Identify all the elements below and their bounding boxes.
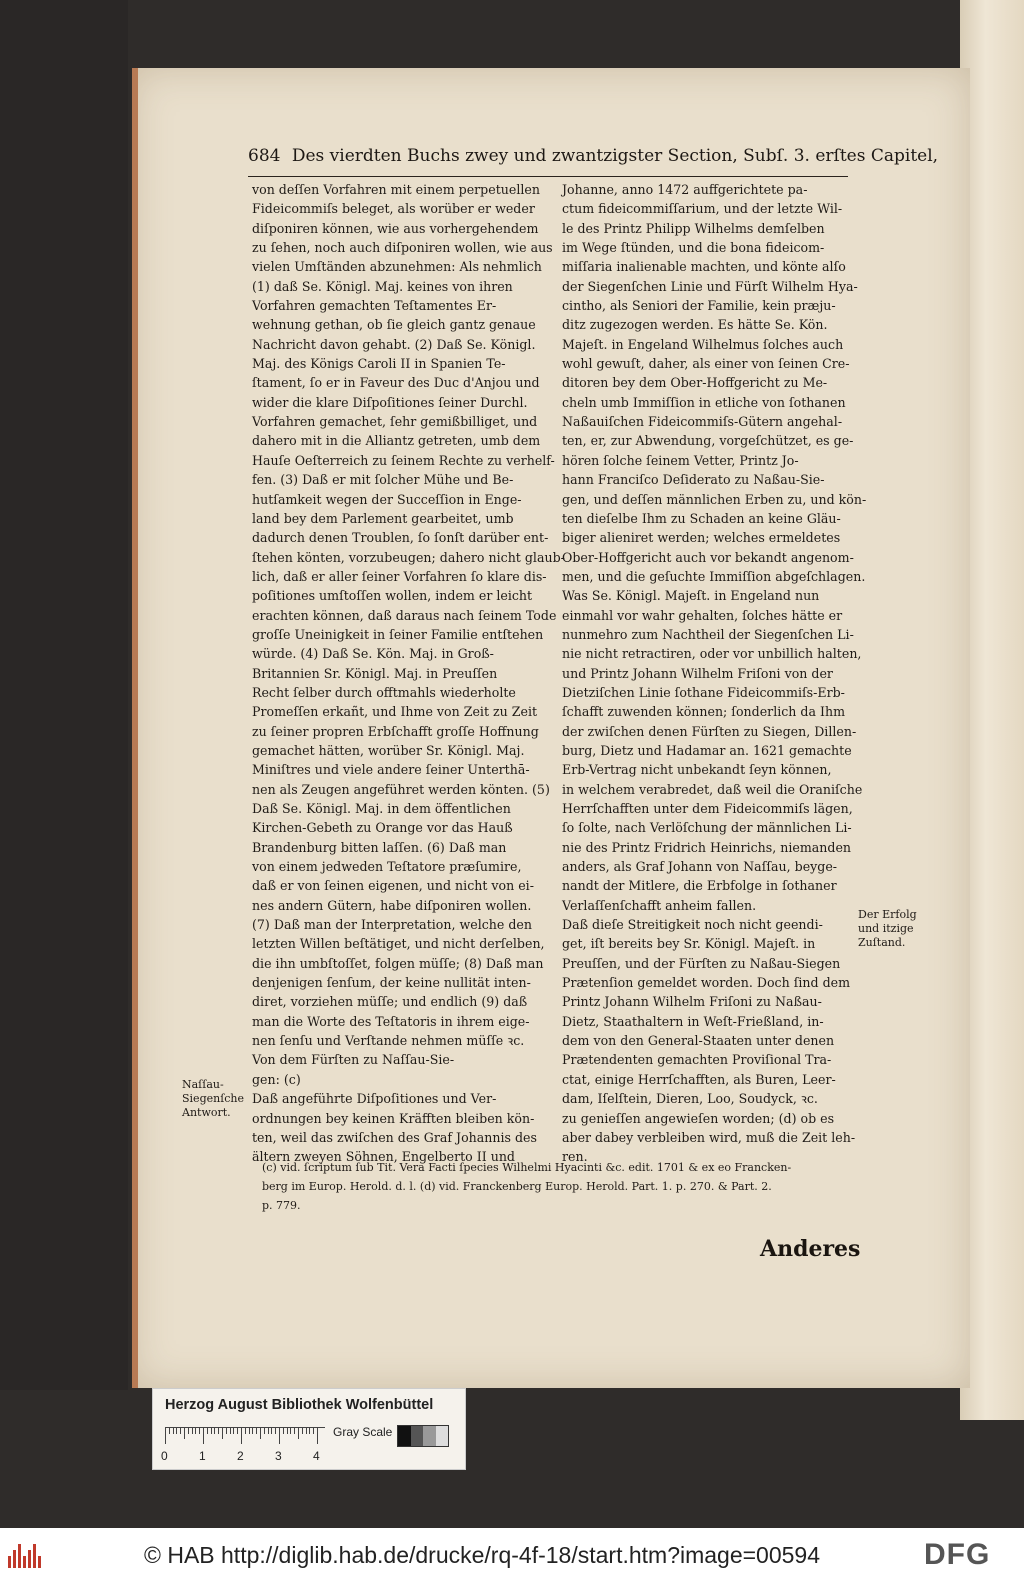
ruler-tick <box>290 1428 291 1434</box>
text-line: nes andern Gütern, habe diſponiren wollen. <box>252 897 532 913</box>
text-line: Preuſſen, und der Fürſten zu Naßau-Siegen <box>562 955 841 971</box>
logo-bar <box>38 1556 41 1568</box>
ruler-tick <box>180 1428 181 1434</box>
text-line: ſo ſolte, nach Verlöſchung der männlichen Li- <box>562 820 852 836</box>
ruler-tick <box>317 1428 318 1444</box>
ruler-tick <box>165 1428 166 1444</box>
text-line: groſſe Uneinigkeit in ſeiner Familie entſtehen <box>252 626 544 642</box>
margin-note-line: Zuſtand. <box>858 936 906 949</box>
text-line: Verlaſſenſchafft anheim fallen. <box>562 897 757 913</box>
ruler-number: 4 <box>313 1449 320 1463</box>
ruler-tick <box>275 1428 276 1434</box>
text-line: Hauſe Oeſterreich zu ſeinem Rechte zu verhelf- <box>252 452 555 468</box>
text-line: Printz Johann Wilhelm Friſoni zu Naßau- <box>562 994 822 1010</box>
text-line: denjenigen ſenſum, der keine nullität inten- <box>252 975 531 991</box>
text-line: nie des Printz Fridrich Heinrichs, niemanden <box>562 839 852 855</box>
footer-bar <box>0 1528 1024 1588</box>
ruler-tick <box>176 1428 177 1434</box>
footnote-line: berg im Europ. Herold. d. l. (d) vid. Franckenberg Europ. Herold. Part. 1. p. 270. & Part. 2. <box>262 1180 772 1193</box>
ruler-tick <box>264 1428 265 1434</box>
text-line: nen als Zeugen angeführet werden könten. (5) <box>252 781 550 797</box>
ruler-number: 0 <box>161 1449 168 1463</box>
ruler-tick <box>203 1428 204 1444</box>
text-line: hann Franciſco Deſiderato zu Naßau-Sie- <box>562 472 825 488</box>
text-line: ordnungen bey keinen Kräfften bleiben kön- <box>252 1110 535 1126</box>
text-line: Vorfahren gemachet, ſehr gemißbilliget, und <box>252 414 538 430</box>
ruler-scale <box>165 1427 325 1444</box>
page-edge <box>132 68 138 1388</box>
margin-note-line: Der Erfolg <box>858 908 917 921</box>
text-line: nandt der Mitlere, die Erbfolge in ſothaner <box>562 878 837 894</box>
text-line: zu genieſſen angewieſen worden; (d) ob es <box>562 1110 835 1126</box>
text-line: hören ſolche ſeinem Vetter, Printz Jo- <box>562 452 799 468</box>
ruler-tick <box>195 1428 196 1434</box>
ruler-tick <box>233 1428 234 1434</box>
text-line: in welchem verabredet, daß weil die Oraniſche <box>562 781 863 797</box>
margin-note-line: Naſſau- <box>182 1078 224 1091</box>
text-line: der zwiſchen denen Fürſten zu Siegen, Dillen- <box>562 723 857 739</box>
ruler-tick <box>207 1428 208 1434</box>
color-calibration-bar <box>152 1388 466 1470</box>
text-line: ditz zugezogen werden. Es hätte Se. Kön. <box>562 317 828 333</box>
text-line: biger alieniret werden; welches ermeldetes <box>562 530 841 546</box>
text-line: ſtament, ſo er in Faveur des Duc d'Anjou und <box>252 375 540 391</box>
ruler-tick <box>218 1428 219 1434</box>
text-line: man die Worte des Teſtatoris in ihrem eige- <box>252 1013 530 1029</box>
text-line: aber dabey verbleiben wird, muß die Zeit leh- <box>562 1129 856 1145</box>
text-line: würde. (4) Daß Se. Kön. Maj. in Groß- <box>252 646 494 662</box>
footnote-line: p. 779. <box>262 1199 301 1212</box>
ruler-tick <box>294 1428 295 1434</box>
ruler-tick <box>279 1428 280 1444</box>
text-line: der Siegenſchen Linie und Fürſt Wilhelm Hya- <box>562 278 858 294</box>
margin-note-line: Antwort. <box>182 1106 231 1119</box>
ruler-tick <box>241 1428 242 1444</box>
logo-bar <box>23 1556 26 1568</box>
text-line: Promeſſen erkañt, und Ihme von Zeit zu Zeit <box>252 704 538 720</box>
ruler-tick <box>184 1428 185 1439</box>
ruler-tick <box>173 1428 174 1434</box>
text-line: Britannien Sr. Königl. Maj. in Preuſſen <box>252 665 498 681</box>
text-line: Johanne, anno 1472 auffgerichtete pa- <box>562 182 808 197</box>
text-line: Nachricht davon gehabt. (2) Daß Se. Königl. <box>252 336 536 352</box>
text-line: wehnung gethan, ob ſie gleich gantz genaue <box>252 317 536 333</box>
ruler-tick <box>268 1428 269 1434</box>
text-line: gen: (c) <box>252 1071 301 1087</box>
text-line: le des Printz Philipp Wilhelms demſelben <box>562 220 825 236</box>
text-line: gen, und deſſen männlichen Erben zu, und kön- <box>562 491 867 507</box>
gray-swatches <box>397 1425 449 1447</box>
ruler-tick <box>249 1428 250 1434</box>
page-number: 684 <box>248 146 281 166</box>
text-line: anders, als Graf Johann von Naſſau, beyge- <box>562 859 838 875</box>
text-line: nie nicht retractiren, oder vor unbillich halten, <box>562 646 862 662</box>
ruler-tick <box>230 1428 231 1434</box>
margin-note-line: Siegenſche <box>182 1092 245 1105</box>
left-text-column <box>252 180 565 1167</box>
ruler-tick <box>192 1428 193 1434</box>
text-line: cintho, als Seniori der Familie, kein præju- <box>562 298 836 314</box>
ruler-tick <box>306 1428 307 1434</box>
gray-scale-label: Gray Scale <box>333 1425 393 1439</box>
gray-swatch <box>411 1426 424 1446</box>
text-line: und Printz Johann Wilhelm Friſoni von der <box>562 665 833 681</box>
text-line: (1) daß Se. Königl. Maj. keines von ihren <box>252 278 513 294</box>
text-line: ren. <box>562 1149 588 1165</box>
text-line: ten, er, zur Abwendung, vorgeſchützet, es ge- <box>562 433 854 449</box>
gray-swatch <box>423 1426 436 1446</box>
footnote-line: (c) vid. ſcriptum ſub Tit. Vera Facti ſpecies Wilhelmi Hyacinti &c. edit. 1701 & ex eo Francken- <box>262 1161 792 1174</box>
text-line: Vorfahren gemachten Teſtamentes Er- <box>252 298 497 314</box>
catchword: Anderes <box>760 1236 861 1262</box>
ruler-tick <box>222 1428 223 1439</box>
text-line: Dietziſchen Linie ſothane Fideicommiſs-Erb- <box>562 684 845 700</box>
text-line: dahero mit in die Alliantz getreten, umb dem <box>252 433 541 449</box>
text-line: Erb-Vertrag nicht unbekandt ſeyn können, <box>562 762 832 778</box>
text-line: poſitiones umſtoſſen wollen, indem er leicht <box>252 588 533 604</box>
text-line: ctat, einige Herrſchafften, als Buren, Leer- <box>562 1071 836 1087</box>
text-line: nen ſenſu und Verſtande nehmen müſſe ꝛc. <box>252 1033 525 1049</box>
text-line: get, iſt bereits bey Sr. Königl. Majeſt. in <box>562 936 816 952</box>
right-text-column <box>562 180 867 1167</box>
text-line: ctum fideicommiſſarium, und der letzte Wil- <box>562 201 843 217</box>
text-line: diret, vorziehen müſſe; und endlich (9) daß <box>252 994 528 1010</box>
text-line: wider die klare Diſpoſitiones ſeiner Durchl. <box>252 394 528 410</box>
text-line: Daß dieſe Streitigkeit noch nicht geendi- <box>562 917 823 933</box>
scan-background <box>0 0 128 1390</box>
text-line: dam, Iſelſtein, Dieren, Loo, Soudyck, ꝛc. <box>562 1091 818 1107</box>
logo-bar <box>8 1556 11 1568</box>
logo-bar <box>18 1544 21 1568</box>
text-line: hutſamkeit wegen der Succeſſion in Enge- <box>252 491 522 507</box>
ruler-tick <box>298 1428 299 1439</box>
text-line: die ihn umbſtoſſet, folgen müſſe; (8) Daß man <box>252 955 544 971</box>
text-line: daß er von ſeinen eigenen, und nicht von ei- <box>252 878 534 894</box>
ruler-number: 2 <box>237 1449 244 1463</box>
ruler-tick <box>283 1428 284 1434</box>
page-header <box>248 146 939 177</box>
ruler-tick <box>313 1428 314 1434</box>
text-line: ältern zweyen Söhnen, Engelberto II und <box>252 1149 515 1165</box>
ruler-tick <box>226 1428 227 1434</box>
ruler-number: 1 <box>199 1449 206 1463</box>
text-line: Was Se. Königl. Majeſt. in Engeland nun <box>562 588 820 604</box>
text-line: zu ſeiner propren Erbſchafft groſſe Hoffnung <box>252 723 539 739</box>
text-line: burg, Dietz und Hadamar an. 1621 gemachte <box>562 742 852 758</box>
text-line: dem von den General-Staaten unter denen <box>562 1033 835 1049</box>
text-line: Kirchen-Gebeth zu Orange vor das Hauß <box>252 820 513 836</box>
text-line: vielen Umſtänden abzunehmen: Als nehmlich <box>252 259 542 275</box>
running-title: Des vierdten Buchs zwey und zwantzigster Section, Subſ. 3. erſtes Capitel, <box>291 146 939 166</box>
text-line: Daß Se. Königl. Maj. in dem öffentlichen <box>252 801 511 816</box>
text-line: einmahl vor wahr gehalten, ſolches hätte er <box>562 607 843 623</box>
text-line: von deſſen Vorfahren mit einem perpetuellen <box>252 182 540 197</box>
ruler-tick <box>245 1428 246 1434</box>
text-line: lich, daß er aller ſeiner Vorfahren ſo klare dis- <box>252 568 547 584</box>
text-line: men, und die geſuchte Immiſſion abgeſchlagen. <box>562 568 866 584</box>
text-line: Recht ſelber durch offtmahls wiederholte <box>252 684 516 700</box>
text-line: fen. (3) Daß er mit ſolcher Mühe und Be- <box>252 472 514 488</box>
text-line: wohl gewuſt, daher, als einer von ſeinen Cre- <box>562 356 850 372</box>
logo-bar <box>28 1550 31 1568</box>
ruler-tick <box>199 1428 200 1434</box>
ruler-tick <box>169 1428 170 1434</box>
margin-note-right <box>858 908 932 950</box>
text-line: ſtehen könten, vorzubeugen; dahero nicht glaub- <box>252 549 565 565</box>
text-line: Dietz, Staathaltern in Weſt-Frießland, in- <box>562 1013 824 1029</box>
dfg-logo: DFG <box>924 1538 991 1571</box>
text-line: Herrſchafften unter dem Fideicommiſs lägen, <box>562 801 853 816</box>
text-line: (7) Daß man der Interpretation, welche den <box>252 917 532 933</box>
ruler-tick <box>260 1428 261 1439</box>
margin-note-line: und itzige <box>858 922 914 935</box>
text-line: Von dem Fürſten zu Naſſau-Sie- <box>252 1052 455 1068</box>
text-line: cheln umb Immiſſion in etliche von ſothanen <box>562 394 846 410</box>
ruler-tick <box>237 1428 238 1434</box>
text-line: ten, weil das zwiſchen des Graf Johannis des <box>252 1129 537 1145</box>
ruler-tick <box>256 1428 257 1434</box>
text-line: Majeſt. in Engeland Wilhelmus ſolches auch <box>562 336 844 352</box>
ruler-tick <box>188 1428 189 1434</box>
text-line: im Wege ſtünden, und die bona fideicom- <box>562 240 825 256</box>
text-line: ſchafft zuwenden können; ſonderlich da Ihm <box>562 704 846 720</box>
text-line: Brandenburg bitten laſſen. (6) Daß man <box>252 839 507 855</box>
logo-bar <box>33 1544 36 1568</box>
footer-copyright-link[interactable]: © HAB http://diglib.hab.de/drucke/rq-4f-18/start.htm?image=00594 <box>144 1542 821 1568</box>
gray-swatch <box>436 1426 449 1446</box>
ruler-tick <box>271 1428 272 1434</box>
text-line: letzten Willen beſtätiget, und nicht derſelben, <box>252 936 545 952</box>
text-line: zu ſehen, noch auch diſponiren wollen, wie aus <box>252 240 553 256</box>
text-line: miſſaria inalienable machten, und könte alſo <box>562 259 846 275</box>
gray-swatch <box>398 1426 411 1446</box>
ruler-tick <box>214 1428 215 1434</box>
ruler-tick <box>309 1428 310 1434</box>
text-line: Maj. des Königs Caroli II in Spanien Te- <box>252 356 506 372</box>
text-line: gemachet hätten, worüber Sr. Königl. Maj. <box>252 742 525 758</box>
text-line: erachten können, daß daraus nach ſeinem Tode <box>252 607 557 623</box>
text-line: Naßauiſchen Fideicommiſs-Gütern angehal- <box>562 414 843 430</box>
ruler-tick <box>252 1428 253 1434</box>
text-line: Daß angeführte Diſpoſitiones und Ver- <box>252 1091 497 1107</box>
text-line: Ober-Hoffgericht auch vor bekandt angenom- <box>562 549 854 565</box>
text-line: diſponiren können, wie aus vorhergehendem <box>252 220 539 236</box>
text-line: von einem jedweden Teſtatore præſumire, <box>252 859 522 875</box>
text-line: ditoren bey dem Ober-Hoffgericht zu Me- <box>562 375 828 391</box>
text-line: land bey dem Parlement gearbeitet, umb <box>252 510 514 526</box>
ruler-number: 3 <box>275 1449 282 1463</box>
ruler-tick <box>287 1428 288 1434</box>
text-line: ten dieſelbe Ihm zu Schaden an keine Gläu- <box>562 510 841 526</box>
text-line: Fideicommiſs beleget, als worüber er weder <box>252 201 535 217</box>
ruler-tick <box>302 1428 303 1434</box>
text-line: Miniſtres und viele andere ſeiner Unterthā- <box>252 762 530 778</box>
text-line: nunmehro zum Nachtheil der Siegenſchen Li- <box>562 626 854 642</box>
hab-logo-icon <box>8 1538 44 1574</box>
ruler-tick <box>211 1428 212 1434</box>
library-name: Herzog August Bibliothek Wolfenbüttel <box>165 1397 434 1413</box>
text-line: Prætenſion gemeldet worden. Doch ſind dem <box>562 975 851 991</box>
text-line: dadurch denen Troublen, ſo ſonſt darüber ent- <box>252 530 549 546</box>
margin-note-left <box>182 1078 250 1120</box>
logo-bar <box>13 1550 16 1568</box>
text-line: Prætendenten gemachten Proviſional Tra- <box>562 1052 832 1068</box>
